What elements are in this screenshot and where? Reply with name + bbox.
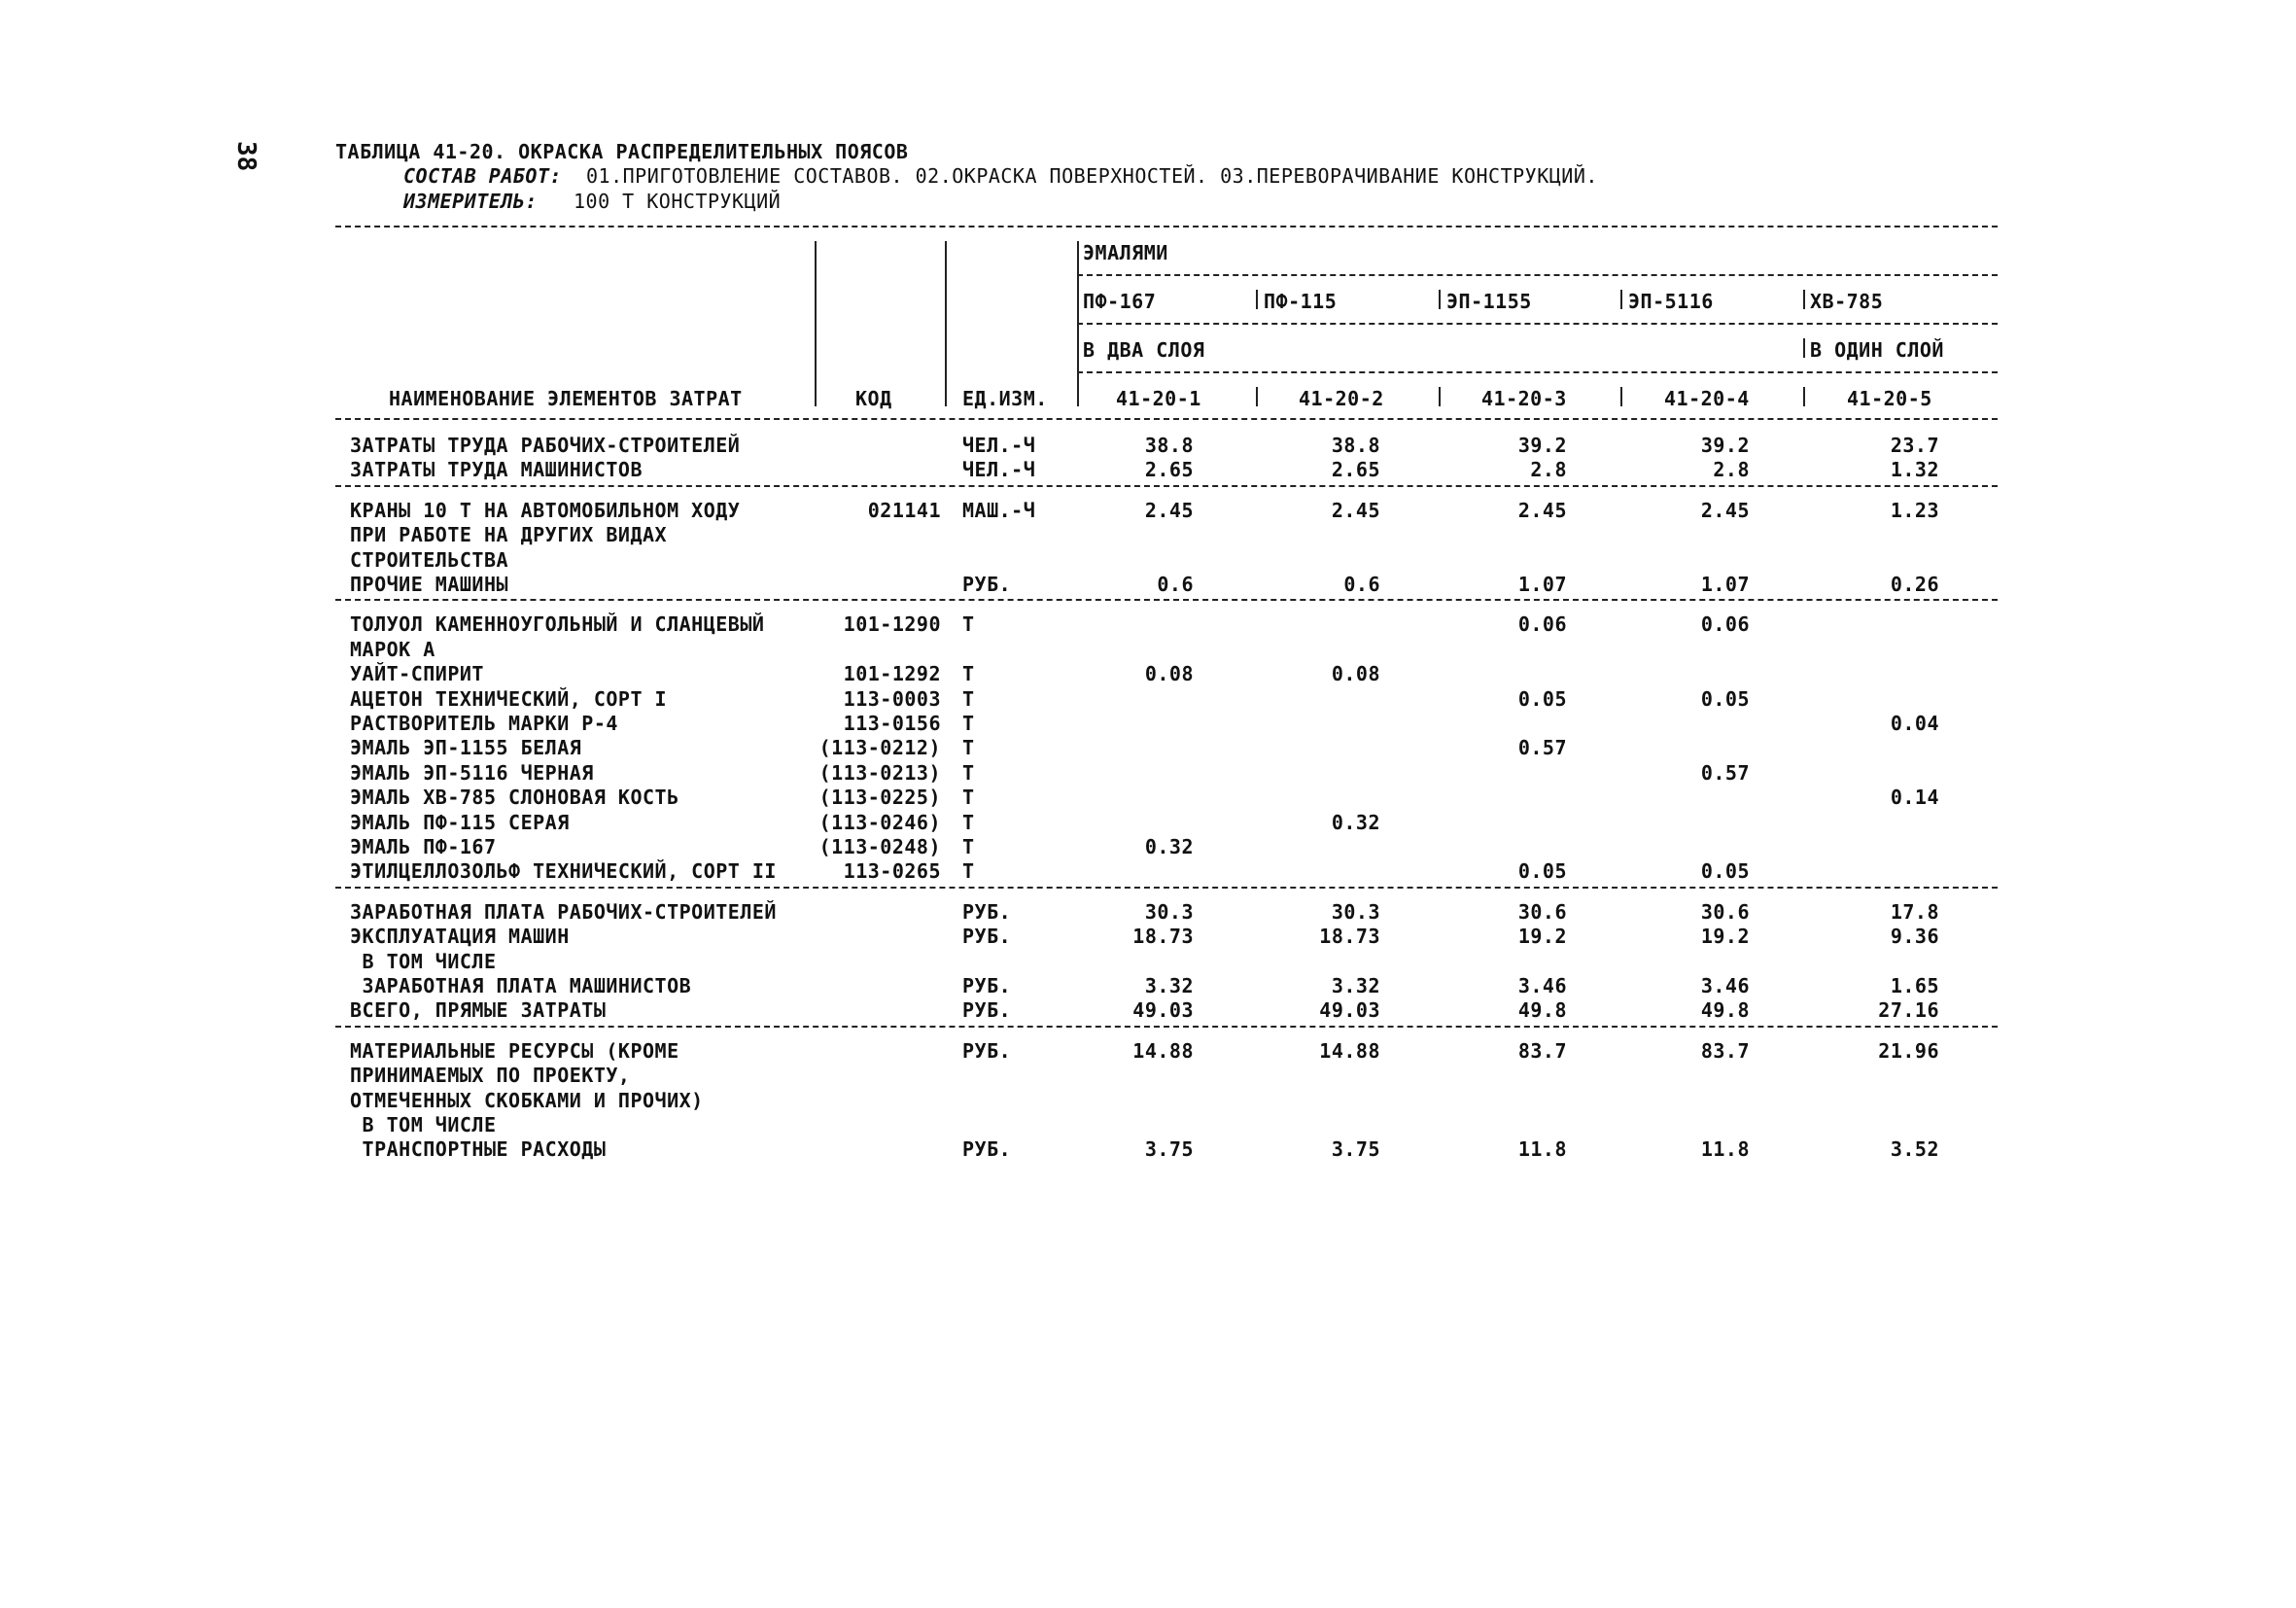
column-separator [1439, 290, 1441, 309]
row-unit: Т [962, 859, 975, 884]
row-value: 2.45 [1517, 498, 1567, 522]
row-value: 3.32 [1331, 974, 1380, 997]
row-value: 21.96 [1878, 1038, 1939, 1063]
column-unit-header: ЕД.ИЗМ. [962, 387, 1048, 410]
row-code: 113-0265 [843, 859, 941, 884]
row-value: 2.8 [1530, 458, 1567, 482]
row-value: 0.04 [1890, 712, 1939, 735]
row-name: ТОЛУОЛ КАМЕННОУГОЛЬНЫЙ И СЛАНЦЕВЫЙ [350, 612, 765, 637]
column-separator [1803, 338, 1805, 358]
row-unit: РУБ. [962, 974, 1012, 997]
row-unit: ЧЕЛ.-Ч [962, 458, 1036, 482]
column-separator [1803, 387, 1805, 406]
row-code: 113-0003 [843, 686, 941, 711]
row-code: (113-0248) [818, 835, 941, 858]
work-text: 01.ПРИГОТОВЛЕНИЕ СОСТАВОВ. 02.ОКРАСКА ПОВЕРХНОСТЕЙ. 03.ПЕРЕВОРАЧИВАНИЕ КОНСТРУКЦИЙ. [586, 164, 1598, 188]
row-code: 113-0156 [843, 712, 941, 735]
row-value: 19.2 [1700, 925, 1750, 949]
row-unit: РУБ. [962, 925, 1012, 949]
row-name: ЭМАЛЬ ЭП-5116 ЧЕРНАЯ [350, 760, 594, 785]
column-code-header: КОД [855, 387, 892, 410]
row-name: ЭМАЛЬ ХВ-785 СЛОНОВАЯ КОСТЬ [350, 786, 679, 810]
row-value: 9.36 [1890, 925, 1939, 949]
row-value: 0.57 [1517, 736, 1567, 760]
row-name: ЗАРАБОТНАЯ ПЛАТА МАШИНИСТОВ [350, 974, 692, 997]
row-name: В ТОМ ЧИСЛЕ [350, 1113, 497, 1136]
row-value: 0.32 [1144, 835, 1194, 858]
row-name: ПРОЧИЕ МАШИНЫ [350, 573, 509, 596]
column-code-label: 41-20-3 [1481, 387, 1567, 410]
row-value: 2.65 [1331, 458, 1380, 482]
dashed-rule [1077, 371, 1998, 373]
row-value: 27.16 [1878, 998, 1939, 1023]
row-value: 2.45 [1144, 498, 1194, 522]
dashed-rule [1077, 323, 1998, 325]
dashed-rule [335, 599, 1998, 601]
row-value: 83.7 [1700, 1038, 1750, 1063]
row-value: 2.45 [1331, 498, 1380, 522]
row-value: 3.32 [1144, 974, 1194, 997]
dashed-rule [335, 485, 1998, 487]
row-value: 1.23 [1890, 498, 1939, 522]
page-number: 38 [231, 141, 261, 172]
row-unit: Т [962, 835, 975, 858]
row-value: 1.65 [1890, 974, 1939, 997]
row-name: ЗАТРАТЫ ТРУДА МАШИНИСТОВ [350, 458, 643, 482]
row-unit: Т [962, 712, 975, 735]
row-code: (113-0213) [818, 760, 941, 785]
row-code: (113-0225) [818, 786, 941, 810]
row-name: ЭКСПЛУАТАЦИЯ МАШИН [350, 925, 570, 949]
row-name: ЭМАЛЬ ПФ-167 [350, 835, 497, 858]
row-code: (113-0212) [818, 736, 941, 760]
row-name: ЭМАЛЬ ПФ-115 СЕРАЯ [350, 810, 570, 834]
row-value: 0.05 [1517, 859, 1567, 884]
row-value: 39.2 [1700, 434, 1750, 457]
dashed-rule [335, 418, 1998, 420]
row-name: В ТОМ ЧИСЛЕ [350, 949, 497, 973]
row-code: 021141 [867, 498, 941, 522]
row-name: ПРИ РАБОТЕ НА ДРУГИХ ВИДАХ [350, 523, 668, 547]
row-unit: РУБ. [962, 899, 1012, 924]
row-value: 2.45 [1700, 498, 1750, 522]
column-separator [945, 241, 947, 406]
row-value: 49.8 [1700, 998, 1750, 1023]
row-name: ОТМЕЧЕННЫХ СКОБКАМИ И ПРОЧИХ) [350, 1088, 704, 1112]
row-unit: МАШ.-Ч [962, 498, 1036, 522]
row-code: (113-0246) [818, 810, 941, 834]
column-separator [815, 241, 817, 406]
column-code-label: 41-20-4 [1664, 387, 1750, 410]
row-code: 101-1290 [843, 612, 941, 637]
row-unit: Т [962, 810, 975, 834]
row-value: 3.52 [1890, 1137, 1939, 1162]
column-code-label: 41-20-5 [1847, 387, 1932, 410]
row-unit: Т [962, 760, 975, 785]
layers-two-label: В ДВА СЛОЯ [1083, 338, 1205, 362]
meter-text: 100 Т КОНСТРУКЦИЙ [574, 190, 782, 213]
meter-label: ИЗМЕРИТЕЛЬ: [403, 190, 538, 213]
row-value: 0.06 [1700, 612, 1750, 637]
row-value: 38.8 [1144, 434, 1194, 457]
row-value: 0.06 [1517, 612, 1567, 637]
row-value: 38.8 [1331, 434, 1380, 457]
row-value: 0.05 [1700, 686, 1750, 711]
row-value: 3.46 [1700, 974, 1750, 997]
material-label: ПФ-115 [1264, 290, 1338, 313]
column-separator [1803, 290, 1805, 309]
row-value: 3.75 [1144, 1137, 1194, 1162]
column-separator [1256, 290, 1258, 309]
row-name: МАТЕРИАЛЬНЫЕ РЕСУРСЫ (КРОМЕ [350, 1038, 679, 1063]
row-unit: РУБ. [962, 1137, 1012, 1162]
row-value: 30.3 [1331, 899, 1380, 924]
row-value: 11.8 [1517, 1137, 1567, 1162]
row-value: 0.26 [1890, 573, 1939, 596]
row-name: ТРАНСПОРТНЫЕ РАСХОДЫ [350, 1137, 607, 1162]
column-separator [1620, 290, 1622, 309]
group-label: ЭМАЛЯМИ [1083, 241, 1168, 264]
row-value: 49.8 [1517, 998, 1567, 1023]
row-name: ПРИНИМАЕМЫХ ПО ПРОЕКТУ, [350, 1064, 631, 1088]
material-label: ЭП-5116 [1628, 290, 1714, 313]
row-name: ЗАТРАТЫ ТРУДА РАБОЧИХ-СТРОИТЕЛЕЙ [350, 434, 741, 457]
row-value: 1.32 [1890, 458, 1939, 482]
row-value: 30.6 [1700, 899, 1750, 924]
row-value: 0.32 [1331, 810, 1380, 834]
row-value: 1.07 [1517, 573, 1567, 596]
dashed-rule [335, 1026, 1998, 1028]
row-value: 0.05 [1517, 686, 1567, 711]
row-name: ЗАРАБОТНАЯ ПЛАТА РАБОЧИХ-СТРОИТЕЛЕЙ [350, 899, 777, 924]
row-unit: РУБ. [962, 573, 1012, 596]
column-separator [1620, 387, 1622, 406]
row-value: 19.2 [1517, 925, 1567, 949]
row-unit: Т [962, 786, 975, 810]
row-unit: Т [962, 612, 975, 637]
row-value: 49.03 [1132, 998, 1194, 1023]
row-value: 18.73 [1132, 925, 1194, 949]
row-value: 0.14 [1890, 786, 1939, 810]
material-label: ХВ-785 [1810, 290, 1884, 313]
column-name-header: НАИМЕНОВАНИЕ ЭЛЕМЕНТОВ ЗАТРАТ [389, 387, 743, 410]
row-unit: РУБ. [962, 1038, 1012, 1063]
row-value: 11.8 [1700, 1137, 1750, 1162]
row-value: 30.6 [1517, 899, 1567, 924]
row-value: 30.3 [1144, 899, 1194, 924]
row-value: 0.6 [1157, 573, 1194, 596]
row-code: 101-1292 [843, 662, 941, 686]
row-value: 0.05 [1700, 859, 1750, 884]
row-value: 0.6 [1343, 573, 1380, 596]
row-value: 0.08 [1331, 662, 1380, 686]
row-name: ЭМАЛЬ ЭП-1155 БЕЛАЯ [350, 736, 582, 760]
material-label: ЭП-1155 [1446, 290, 1532, 313]
row-name: УАЙТ-СПИРИТ [350, 662, 484, 686]
row-value: 14.88 [1132, 1038, 1194, 1063]
row-name: МАРОК А [350, 637, 435, 661]
row-name: РАСТВОРИТЕЛЬ МАРКИ Р-4 [350, 712, 618, 735]
row-name: ЭТИЛЦЕЛЛОЗОЛЬФ ТЕХНИЧЕСКИЙ, СОРТ II [350, 859, 777, 884]
row-value: 14.88 [1319, 1038, 1380, 1063]
row-unit: Т [962, 736, 975, 760]
column-code-label: 41-20-2 [1299, 387, 1384, 410]
dashed-rule [335, 226, 1998, 227]
row-value: 18.73 [1319, 925, 1380, 949]
row-name: АЦЕТОН ТЕХНИЧЕСКИЙ, СОРТ I [350, 686, 668, 711]
row-value: 23.7 [1890, 434, 1939, 457]
row-name: КРАНЫ 10 Т НА АВТОМОБИЛЬНОМ ХОДУ [350, 498, 741, 522]
row-value: 17.8 [1890, 899, 1939, 924]
row-unit: РУБ. [962, 998, 1012, 1023]
page-title: ТАБЛИЦА 41-20. ОКРАСКА РАСПРЕДЕЛИТЕЛЬНЫХ ПОЯСОВ [335, 140, 909, 163]
row-value: 3.46 [1517, 974, 1567, 997]
column-separator [1256, 387, 1258, 406]
row-name: СТРОИТЕЛЬСТВА [350, 547, 509, 572]
work-label: СОСТАВ РАБОТ: [403, 164, 563, 188]
row-unit: Т [962, 686, 975, 711]
dashed-rule [335, 887, 1998, 889]
row-value: 2.8 [1713, 458, 1750, 482]
row-value: 3.75 [1331, 1137, 1380, 1162]
row-unit: Т [962, 662, 975, 686]
row-value: 49.03 [1319, 998, 1380, 1023]
column-separator [1439, 387, 1441, 406]
column-code-label: 41-20-1 [1116, 387, 1201, 410]
row-value: 1.07 [1700, 573, 1750, 596]
row-unit: ЧЕЛ.-Ч [962, 434, 1036, 457]
row-value: 83.7 [1517, 1038, 1567, 1063]
material-label: ПФ-167 [1083, 290, 1157, 313]
row-value: 0.57 [1700, 760, 1750, 785]
layers-one-label: В ОДИН СЛОЙ [1810, 338, 1944, 362]
dashed-rule [1077, 274, 1998, 276]
row-value: 39.2 [1517, 434, 1567, 457]
row-value: 0.08 [1144, 662, 1194, 686]
row-name: ВСЕГО, ПРЯМЫЕ ЗАТРАТЫ [350, 998, 607, 1023]
row-value: 2.65 [1144, 458, 1194, 482]
